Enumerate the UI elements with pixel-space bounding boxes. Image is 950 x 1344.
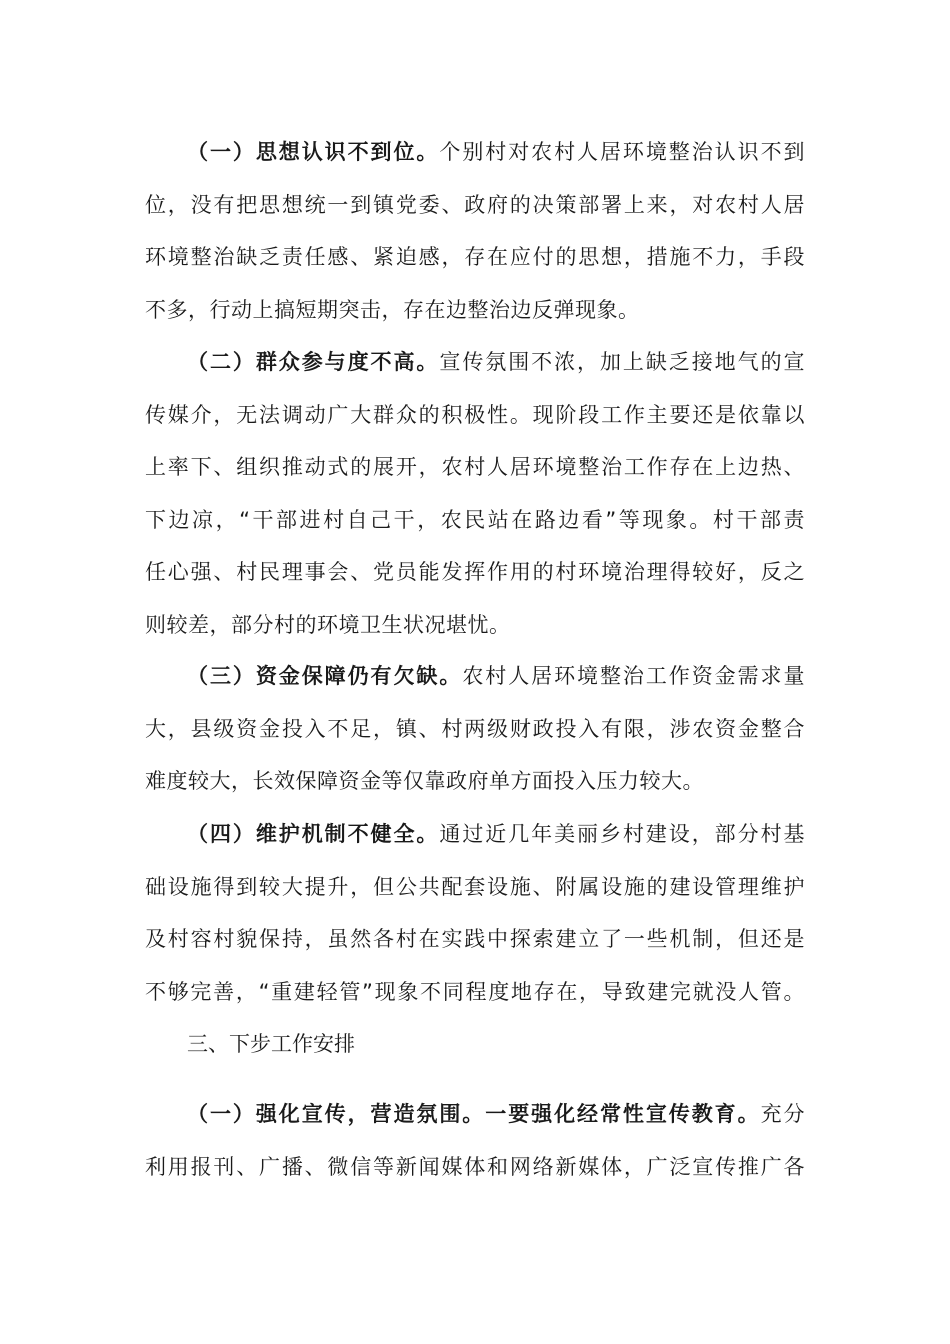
- paragraph-line: （四）维护机制不健全。通过近几年美丽乡村建设，部分村基: [187, 822, 806, 846]
- paragraph-heading: （四）维护机制不健全。: [187, 822, 440, 846]
- paragraph-line: 不多，行动上搞短期突击，存在边整治边反弹现象。: [145, 297, 640, 322]
- paragraph-heading: （一）思想认识不到位。: [187, 140, 440, 164]
- paragraph-3: [145, 650, 805, 808]
- paragraph-heading: （二）群众参与度不高。: [187, 350, 440, 374]
- paragraph-line: 传媒介，无法调动广大群众的积极性。现阶段工作主要还是依靠以: [145, 402, 805, 427]
- paragraph-line: 则较差，部分村的环境卫生状况堪忧。: [145, 612, 511, 637]
- paragraph-line: （一）思想认识不到位。个别村对农村人居环境整治认识不到: [187, 140, 806, 164]
- paragraph-line: （二）群众参与度不高。宣传氛围不浓，加上缺乏接地气的宣: [187, 350, 806, 374]
- paragraph-5: [145, 1088, 805, 1193]
- paragraph-1: [145, 126, 805, 336]
- paragraph-heading: （一）强化宣传，营造氛围。一要强化经常性宣传教育。: [187, 1102, 761, 1126]
- paragraph-line: 下边凉，“干部进村自己干，农民站在路边看”等现象。村干部责: [145, 507, 805, 532]
- paragraph-line: 础设施得到较大提升，但公共配套设施、附属设施的建设管理维护: [145, 874, 805, 899]
- paragraph-line: 难度较大，长效保障资金等仅靠政府单方面投入压力较大。: [145, 769, 704, 793]
- section-heading: 三、下步工作安排: [187, 1032, 355, 1056]
- paragraph-line: （三）资金保障仍有欠缺。农村人居环境整治工作资金需求量: [187, 664, 806, 688]
- paragraph-line: 位，没有把思想统一到镇党委、政府的决策部署上来，对农村人居: [145, 192, 805, 217]
- paragraph-2: [145, 336, 805, 651]
- paragraph-line: （一）强化宣传，营造氛围。一要强化经常性宣传教育。充分: [187, 1102, 806, 1126]
- paragraph-line: 大，县级资金投入不足，镇、村两级财政投入有限，涉农资金整合: [145, 716, 805, 741]
- paragraph-line: 任心强、村民理事会、党员能发挥作用的村环境治理得较好，反之: [145, 560, 805, 584]
- paragraph-line: 环境整治缺乏责任感、紧迫感，存在应付的思想，措施不力，手段: [145, 245, 805, 269]
- paragraph-line: 利用报刊、广播、微信等新闻媒体和网络新媒体，广泛宣传推广各: [145, 1154, 805, 1179]
- paragraph-heading: （三）资金保障仍有欠缺。: [187, 664, 463, 688]
- paragraph-line: 不够完善，“重建轻管”现象不同程度地存在，导致建完就没人管。: [145, 979, 805, 1004]
- paragraph-line: 及村容村貌保持，虽然各村在实践中探索建立了一些机制，但还是: [145, 927, 805, 951]
- paragraph-4: [145, 808, 805, 1018]
- paragraph-line: 上率下、组织推动式的展开，农村人居环境整治工作存在上边热、: [145, 455, 805, 479]
